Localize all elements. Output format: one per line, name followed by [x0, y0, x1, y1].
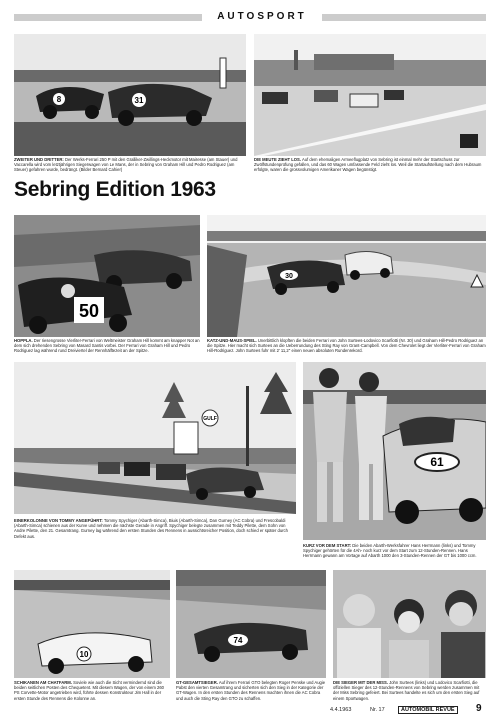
section-title: AUTOSPORT — [202, 10, 322, 24]
caption-lead: GT-GESAMTSIEGER. — [176, 680, 218, 685]
caption-lead: EINERKOLONNE VON TOMMY ANGEFÜHRT: — [14, 518, 103, 523]
caption-lead: HOPPLA. — [14, 338, 33, 343]
photo-chaparral — [14, 570, 170, 678]
caption-block — [303, 543, 486, 567]
caption-lead: KATZ-UND-MAUS-SPIEL. — [207, 338, 257, 343]
caption-credit: (Bilder Bernard Cahier) — [79, 167, 123, 173]
caption-text: Unerbittlich klopften die beiden Ferrari von John Surtees-Lodovico Scarfiotti (Nr. 30) und Graham Hill-Pedro Rodriguez an die Spitze. Hier macht sich Surtees an die Ueberrundung des Sting Ray von Grant-Campbell. Von dem Chevrolet liegt der Vierliter-Ferrari von Graham Hill-Rodriguez. John Surtees fuhr mit 2' 11,2'' einen neuen absoluten Rundenrekord. — [207, 338, 486, 354]
page-headline: Sebring Edition 1963 — [14, 178, 216, 201]
magazine-name: AUTOMOBIL REVUE — [398, 706, 458, 714]
race-number: 50 — [78, 301, 100, 321]
caption-text: John Surtees (links) und Lodovico Scarfiotti, die offiziellen Sieger des 12-Stunden-Rennens von Sebring werden zusammen mit der Miss Sebring gefeiert. Bei Surtees handelte es sich um den ersten Sieg auf einem Sportwagen. — [333, 680, 480, 701]
caption-lead: SCHIKANEN AM CHATFARM. — [14, 680, 72, 685]
caption-block — [14, 338, 200, 361]
race-number: 8 — [56, 95, 62, 104]
caption-block — [333, 680, 486, 702]
photo-drivers-before-start — [303, 362, 486, 540]
caption-block — [14, 157, 246, 175]
photo-ferrari-duel — [14, 34, 246, 156]
photo-cat-and-mouse — [207, 215, 486, 337]
caption-text: Tommy Spychiger (Abarth-Simca), Biuis (Abarth-Simca), Dan Gurney (AC Cobra) und Frescobaldi (Abarth-Simca) schienen aus der Kurve und nehmen die nächste Gerade in Angriff. Spychiger belegte zusammen mit Teddy Pilette, dem Sohn von Andre Pilette, den 21. Gesamtrang. Gurney lag während den ersten Stunden des Rennens in aussichtsreicher Position, doch schied er später durch Defekt aus. — [14, 518, 288, 539]
photo-car-column — [14, 362, 296, 514]
caption-block — [14, 680, 170, 702]
photo-gt-winner — [176, 570, 326, 678]
caption-text: Der Werks-Ferrari 250 P mit den Gralliker-Zwillings-Heckmotor mit Mairesse (am Stauer) und Vaccarella wird vom letztjährigen Siegerwagen von Le Mans, der in Sebring von Graham Hill und Pedro Rodriguez (am Steuer) gefahren wurde, bedrängt. — [14, 157, 238, 173]
footer-date: 4.4.1963 — [330, 707, 352, 713]
caption-text: Auf dem ehemaligen Armeeflugplatz von Sebring ist einmal mehr der Startschuss zur Zwölfstundenprüfung gefallen, und das 60 Wagen umfassende Feld zieht los. Weil die Startaufstellung nach dem Hubraum erfolgte, waren die grossvolumigen Amerikaner Wagen begünstigt. — [254, 157, 482, 173]
photo-race-start — [254, 34, 486, 156]
caption-text: Soviele wie auch die Sicht vermindernd sind die beiden seitlichen Posten des Chequetent. Mit diesem Wagen, der von einem 260 PS Corvette-Motor angetrieben wird, führte dessen Konstrukteur Jim Hall in der ersten Stunde des Rennens die Kolonne an. — [14, 680, 164, 701]
caption-lead: ZWEITER UND DRITTER: — [14, 157, 64, 162]
photo-winners-with-miss — [333, 570, 486, 678]
caption-block — [254, 157, 486, 175]
photo-spin — [14, 215, 200, 337]
caption-block — [14, 518, 296, 546]
race-number: 30 — [285, 273, 293, 280]
caption-text: Auf ihrem Ferrari GTO belegten Roger Penske und Augie Pabst den vierten Gesamtrang und sicherten sich den Sieg in der Kategorie der GT-Wagen. In den ersten Stunden des Rennens machten ihnen die AC Cobra und auch die Sting Ray den GTO zu schaffen. — [176, 680, 326, 701]
caption-block — [207, 338, 486, 361]
caption-lead: DIE MEUTE ZIEHT LOS. — [254, 157, 301, 162]
caption-lead: DIE SIEGER MIT DER MISS. — [333, 680, 388, 685]
caption-text: Die beiden Abarth-Werksfahrer Hans Herrmann (links) und Tommy Spychiger gehörten für die 4Ah- noch kurz vor dem Start zum 12-Stunden-Rennen. Hans Herrmann gewann am Vortage auf Abarth 1000 den 3-Stunden-Rennen der GT bis 1000 ccm. — [303, 543, 477, 559]
caption-text: Der riesengrosse Vierliter-Ferrari von Weltmeister Graham Hill kommt am knapper Not an dem sich drehenden Sebring von Masard Santis vorbei. Der Ferrari von Graham Hill und Pedro Rodriguez lag während rund Dreiviertel der Rennhälftezeit an der Spitze. — [14, 338, 200, 354]
caption-lead: KURZ VOR DEM START: — [303, 543, 352, 548]
caption-block — [176, 680, 326, 702]
gulf-sign: GULF — [203, 416, 217, 422]
footer-issue: Nr. 17 — [370, 707, 385, 713]
race-number: 10 — [79, 650, 89, 659]
page-number: 9 — [476, 703, 482, 714]
race-number: 74 — [233, 636, 243, 645]
race-number: 61 — [430, 455, 444, 469]
race-number: 31 — [134, 96, 144, 105]
